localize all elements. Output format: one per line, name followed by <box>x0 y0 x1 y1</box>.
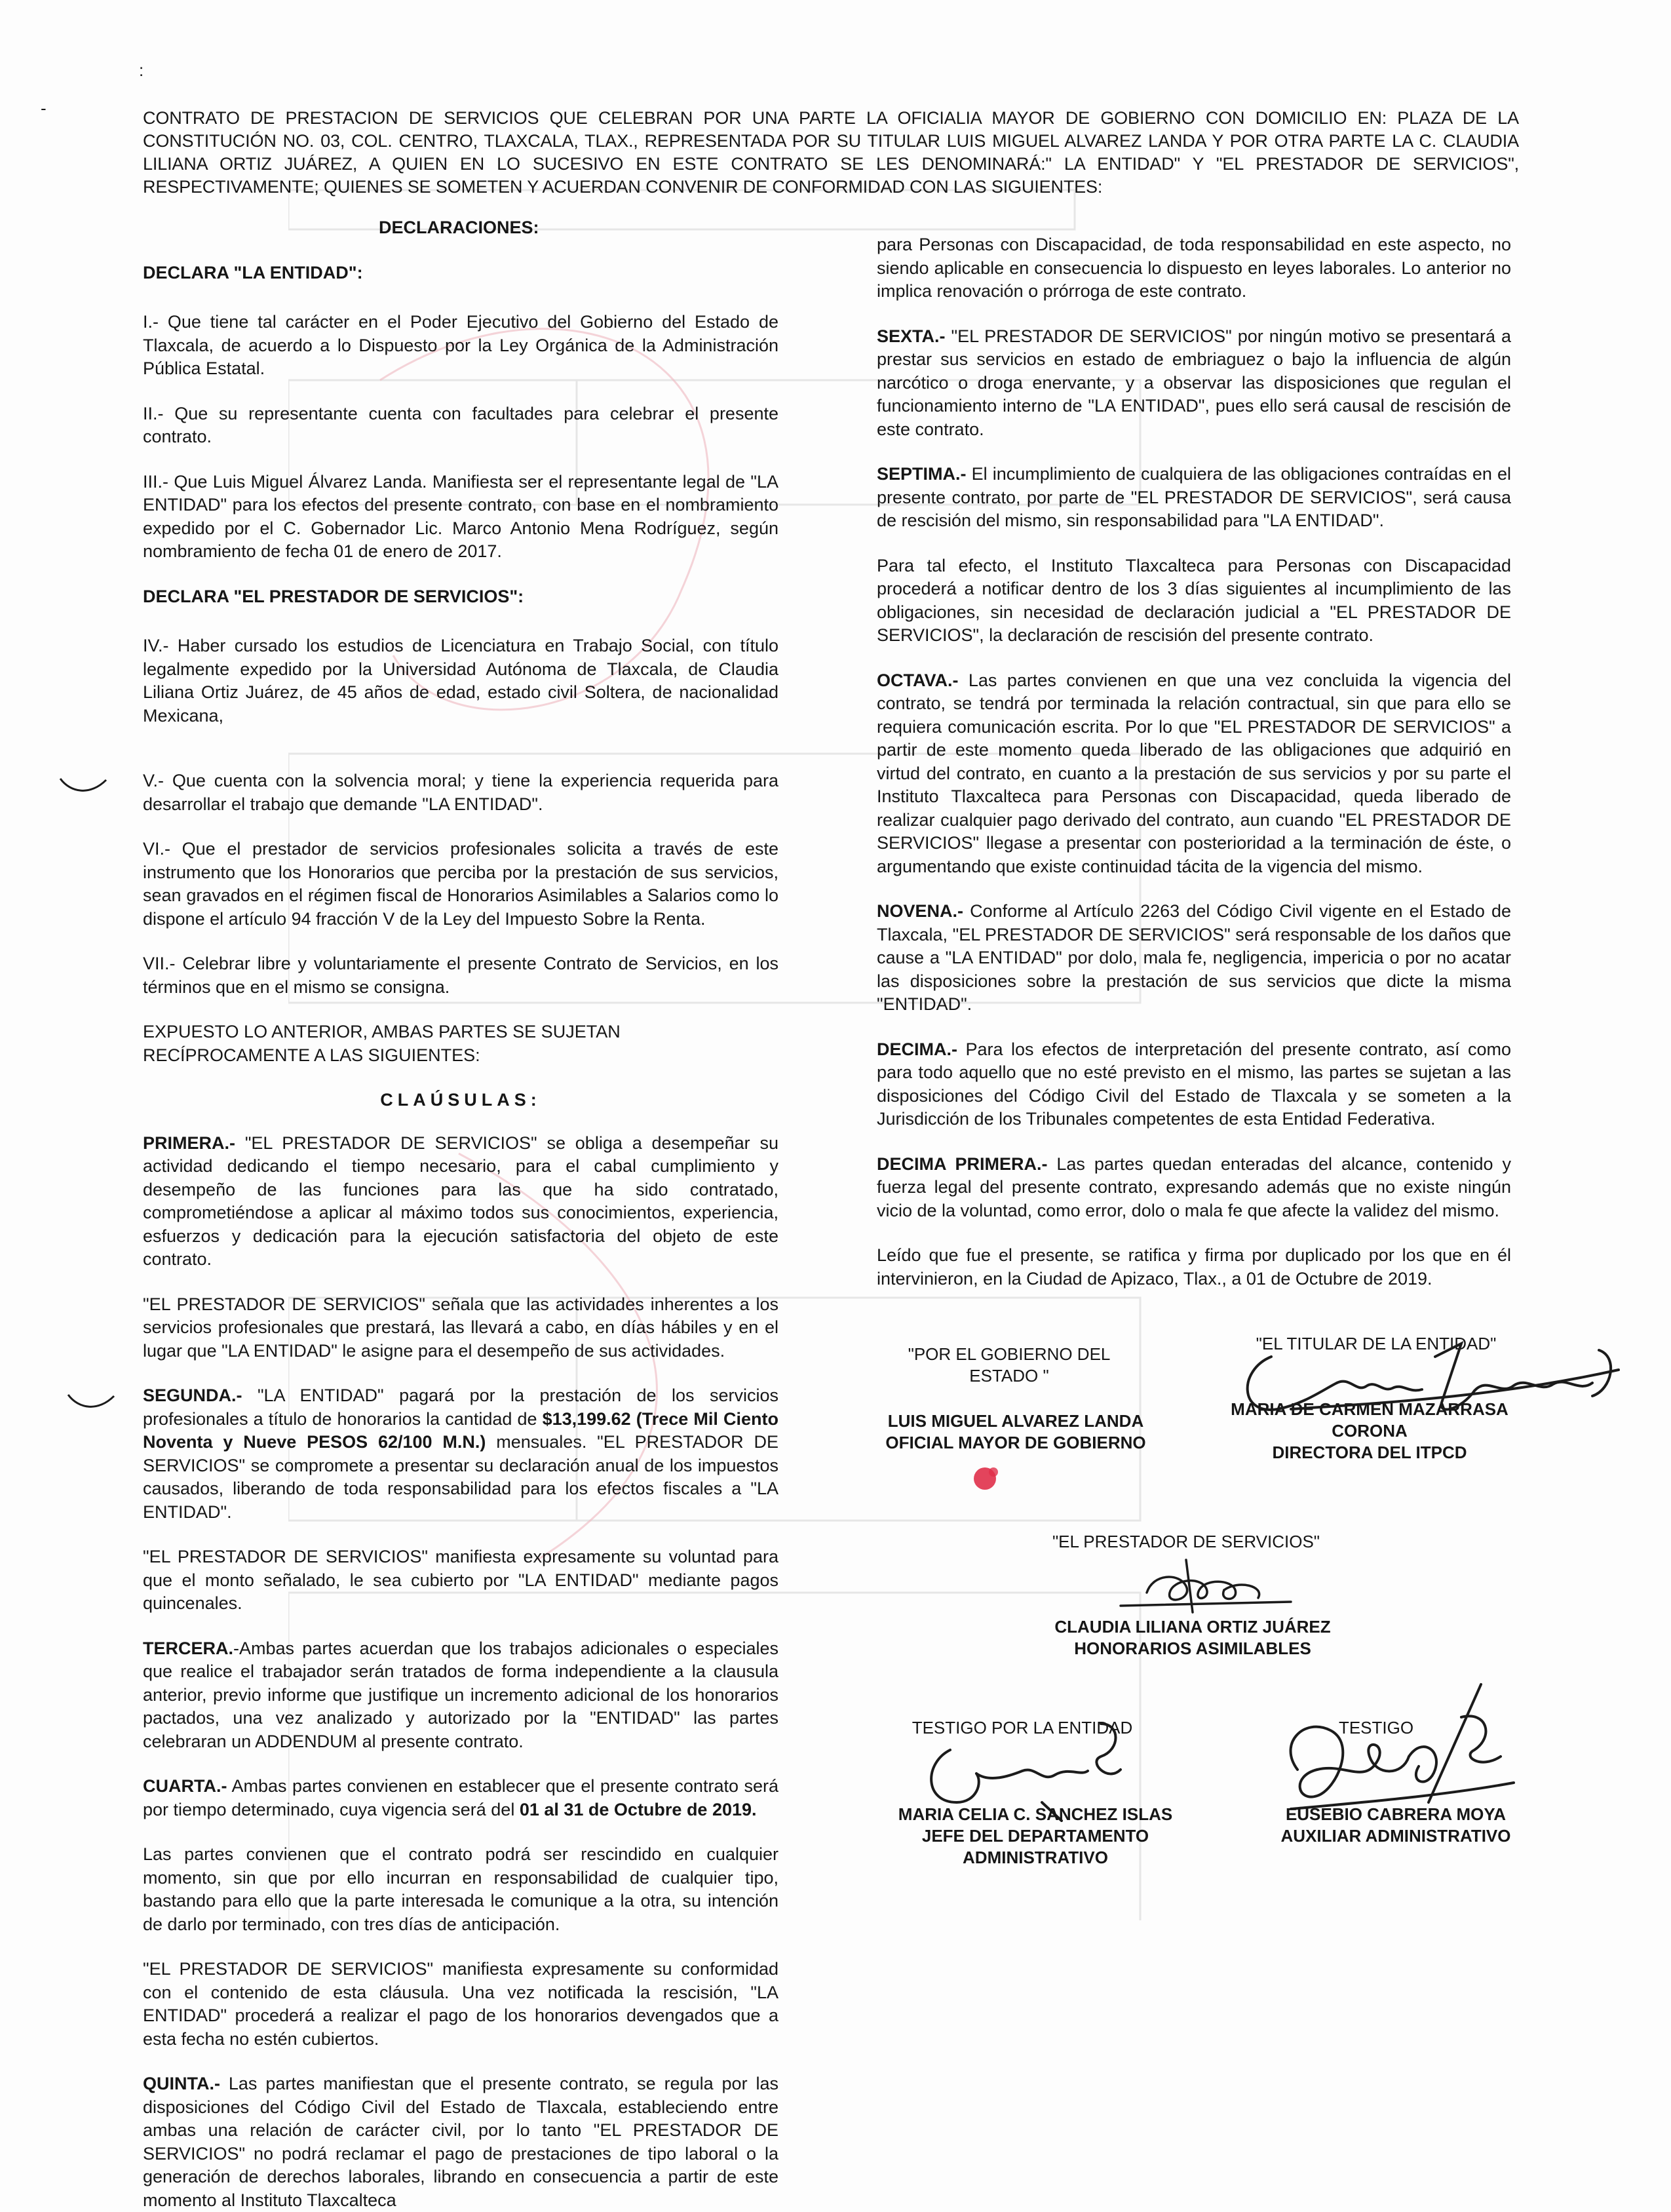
declaration-3: III.- Que Luis Miguel Álvarez Landa. Manifiesta ser el representante legal de "LA ENTIDAD" para los efectos del presente contrato, con base en el nombramiento expedido por el C. Gobernador Lic. Marco Antonio Mena Rodríguez, según nombramiento de fecha 01 de enero de 2017. <box>143 471 778 561</box>
declaration-4: IV.- Haber cursado los estudios de Licenciatura en Trabajo Social, con título legalmente expedido por la Universidad Autónoma de Tlaxcala, de Claudia Liliana Ortiz Juárez, de 45 años de edad, estado civil Soltera, de nacionalidad Mexicana, <box>143 636 778 726</box>
clause-label: DECIMA PRIMERA.- <box>877 1154 1048 1174</box>
signature-heading: "EL PRESTADOR DE SERVICIOS" <box>1052 1532 1320 1551</box>
clause-cuarta-2: Las partes convienen que el contrato podrá ser rescindido en cualquier momento, sin que por ello incurran en responsabilidad de cualquier tipo, bastando para ello que la parte interesada le comunique a la otra, su intención de darlo por terminado, con tres días de anticipación. <box>143 1844 778 1934</box>
clause-label: QUINTA.- <box>143 2074 220 2093</box>
clause-quinta: QUINTA.- Las partes manifiestan que el presente contrato, se regula por las disposiciones del Código Civil del Estado de Tlaxcala, estableciendo entre ambas una relación de carácter civil, por lo tanto "EL PRESTADOR DE SERVICIOS" no podrá reclamar el pago de prestaciones de tipo laboral o la generación de derechos laborales, librando en consecuencia a partir de este momento al Instituto Tlaxcalteca <box>143 2074 778 2210</box>
signature-heading: TESTIGO POR LA ENTIDAD <box>912 1718 1133 1737</box>
clause-primera: PRIMERA.- "EL PRESTADOR DE SERVICIOS" se obliga a desempeñar su actividad dedicando el tiempo necesario, para el cabal cumplimiento y desempeño de las funciones para las que ha sido contratado, comprometiéndose a aplicar al máximo todos sus conocimientos, experiencia, esfuerzos y dedicación para la ejecución satisfactoria del objeto de este contrato. <box>143 1133 778 1269</box>
clause-tercera: TERCERA.-Ambas partes acuerdan que los trabajos adicionales o especiales que realice el trabajador serán tratados de forma independiente a la clausula anterior, previo informe que justifique un incremento adicional de los honorarios pactados, una vez analizado y autorizado por la "ENTIDAD" las partes celebraran un ADDENDUM al presente contrato. <box>143 1638 778 1751</box>
clause-label: SEXTA.- <box>877 326 946 346</box>
red-seal-mark <box>963 1455 1009 1501</box>
left-column <box>143 216 778 2212</box>
declara-prestador-heading: DECLARA "EL PRESTADOR DE SERVICIOS": <box>143 586 524 606</box>
signature-block-titular <box>1232 1333 1520 1355</box>
declaration-6: VI.- Que el prestador de servicios profesionales solicita a través de este instrumento que los Honorarios que perciba por la prestación de sus servicios, sean gravados en el régimen fiscal de Honorarios Asimilables a Salarios como lo dispone el artículo 94 fracción V de la Ley del Impuesto Sobre la Renta. <box>143 839 778 929</box>
signature-block-prestador <box>1035 1531 1337 1553</box>
margin-tick: - <box>41 98 47 118</box>
clause-quinta-continued: para Personas con Discapacidad, de toda responsabilidad en este aspecto, no siendo aplicable en consecuencia lo dispuesto en leyes laborales. Lo anterior no implica renovación o prórroga de este contrato. <box>877 235 1511 301</box>
clause-label: CUARTA.- <box>143 1776 227 1796</box>
clause-septima-2: Para tal efecto, el Instituto Tlaxcalteca para Personas con Discapacidad procederá a notificar dentro de los 3 días siguientes al incumplimiento de las obligaciones, sin necesidad de declaración judicial a "EL PRESTADOR DE SERVICIOS", la declaración de rescisión del presente contrato. <box>877 555 1511 645</box>
signature-block-gobierno-name <box>878 1410 1153 1454</box>
signatory-role: JEFE DEL DEPARTAMENTO <box>921 1826 1149 1846</box>
signatory-name: CLAUDIA LILIANA ORTIZ JUÁREZ <box>1054 1617 1331 1637</box>
clause-label: SEGUNDA.- <box>143 1386 242 1405</box>
signatory-role: HONORARIOS ASIMILABLES <box>1074 1639 1311 1658</box>
expuesto-paragraph: EXPUESTO LO ANTERIOR, AMBAS PARTES SE SUJETAN RECÍPROCAMENTE A LAS SIGUIENTES: <box>143 1022 621 1065</box>
signature-heading: "POR EL GOBIERNO DEL ESTADO " <box>908 1344 1111 1386</box>
right-column <box>877 233 1511 1312</box>
clause-label: PRIMERA.- <box>143 1133 235 1153</box>
declaraciones-heading: DECLARACIONES: <box>379 218 539 237</box>
signature-block-titular-name <box>1219 1399 1520 1464</box>
declaration-5: V.- Que cuenta con la solvencia moral; y tiene la experiencia requerida para desarrollar el trabajo que demande "LA ENTIDAD". <box>143 771 778 814</box>
clause-octava: OCTAVA.- Las partes convienen en que una vez concluida la vigencia del contrato, se tendrá por terminada la relación contractual, sin que para ello se requiera comunicación escrita. Por lo que "EL PRESTADOR DE SERVICIOS" a partir de este momento queda liberado de las obligaciones que adquirió en virtud del contrato, en cuanto a la prestación de sus servicios y por su parte el Instituto Tlaxcalteca para Personas con Discapacidad, queda liberado de realizar cualquier pago derivado del contrato, aun cuando "EL PRESTADOR DE SERVICIOS" llegase a presentar con posterioridad a la terminación de éste, o argumentando que existe continuidad tácita de la vigencia del mismo. <box>877 670 1511 876</box>
contract-intro: CONTRATO DE PRESTACION DE SERVICIOS QUE CELEBRAN POR UNA PARTE LA OFICIALIA MAYOR DE GOBIERNO CON DOMICILIO EN: PLAZA DE LA CONSTITUCIÓN NO. 03, COL. CENTRO, TLAXCALA, TLAX., REPRESENTADA POR SU TITULAR LUIS MIGUEL ALVAREZ LANDA Y POR OTRA PARTE LA C. CLAUDIA LILIANA ORTIZ JUÁREZ, A QUIEN EN LO SUCESIVO EN ESTE CONTRATO SE LES DENOMINARÁ:" LA ENTIDAD" Y "EL PRESTADOR DE SERVICIOS", RESPECTIVAMENTE; QUIENES SE SOMETEN Y ACUERDAN CONVENIR DE CONFORMIDAD CON LAS SIGUIENTES: <box>143 108 1519 197</box>
signature-heading: "EL TITULAR DE LA ENTIDAD" <box>1256 1334 1497 1353</box>
clause-segunda-2: "EL PRESTADOR DE SERVICIOS" manifiesta expresamente su voluntad para que el monto señalado, le sea cubierto por "LA ENTIDAD" mediante pagos quincenales. <box>143 1547 778 1613</box>
clause-label: TERCERA. <box>143 1638 234 1658</box>
clause-cuarta-3: "EL PRESTADOR DE SERVICIOS" manifiesta expresamente su conformidad con el contenido de esta cláusula. Una vez notificada la rescisión, "LA ENTIDAD" procederá a realizar el pago de los honorarios devengados que a esta fecha no estén cubiertos. <box>143 1959 778 2049</box>
declara-entidad-heading: DECLARA "LA ENTIDAD": <box>143 262 363 282</box>
signatory-role: DIRECTORA DEL ITPCD <box>1272 1443 1467 1462</box>
signature-heading: TESTIGO <box>1338 1718 1414 1737</box>
signatory-name-2: CORONA <box>1332 1421 1408 1441</box>
signature-block-testigo <box>1311 1717 1442 1739</box>
declaration-7: VII.- Celebrar libre y voluntariamente el presente Contrato de Servicios, en los términos que en el mismo se consigna. <box>143 954 778 997</box>
signature-block-prestador-name <box>1035 1616 1350 1659</box>
signatory-role: OFICIAL MAYOR DE GOBIERNO <box>885 1433 1146 1452</box>
margin-tick: : <box>139 60 144 80</box>
clause-label: OCTAVA.- <box>877 670 959 690</box>
declaration-1: I.- Que tiene tal carácter en el Poder Ejecutivo del Gobierno del Estado de Tlaxcala, de acuerdo a lo Dispuesto por la Ley Orgánica de la Administración Pública Estatal. <box>143 312 778 378</box>
clause-cuarta: CUARTA.- Ambas partes convienen en establecer que el presente contrato será por tiempo determinado, cuya vigencia será del 01 al 31 de Octubre de 2019. <box>143 1776 778 1819</box>
clause-label: NOVENA.- <box>877 901 964 921</box>
signatory-name: LUIS MIGUEL ALVAREZ LANDA <box>887 1411 1144 1431</box>
clause-segunda: SEGUNDA.- "LA ENTIDAD" pagará por la prestación de los servicios profesionales a título de honorarios la cantidad de $13,199.62 (Trece Mil Ciento Noventa y Nueve PESOS 62/100 M.N.) mensuales. "EL PRESTADOR DE SERVICIOS" se compromete a presentar su declaración anual de los impuestos causados, liberando de toda responsabilidad para los efectos fiscales a "LA ENTIDAD". <box>143 1386 778 1522</box>
validity-dates: 01 al 31 de Octubre de 2019. <box>519 1799 757 1819</box>
signatory-role: AUXILIAR ADMINISTRATIVO <box>1280 1826 1511 1846</box>
clause-primera-2: "EL PRESTADOR DE SERVICIOS" señala que las actividades inherentes a los servicios profesionales que prestará, las llevará a cabo, en días hábiles y en el lugar que "LA ENTIDAD" le asigne para el desempeño de sus actividades. <box>143 1294 778 1361</box>
clause-label: DECIMA.- <box>877 1039 957 1059</box>
margin-check-mark <box>58 773 110 800</box>
declaration-2: II.- Que su representante cuenta con facultades para celebrar el presente contrato. <box>143 403 778 446</box>
signature-block-testigo-entidad-name <box>885 1804 1186 1869</box>
clausulas-heading: CLAÚSULAS: <box>380 1090 541 1110</box>
signatory-name: MARIA DE CARMEN MAZARRASA <box>1231 1399 1508 1419</box>
signature-claudia-ortiz <box>1107 1547 1304 1619</box>
closing-paragraph: Leído que fue el presente, se ratifica y firma por duplicado por los que en él intervinieron, en la Ciudad de Apizaco, Tlax., a 01 de Octubre de 2019. <box>877 1245 1511 1289</box>
fee-amount: $13,199.62 (Trece Mil Ciento Noventa y Nueve PESOS 62/100 M.N.) <box>143 1408 778 1452</box>
signature-block-gobierno <box>878 1344 1140 1387</box>
margin-check-mark <box>66 1389 118 1416</box>
clause-decima: DECIMA.- Para los efectos de interpretación del presente contrato, así como para todo aquello que no esté previsto en el mismo, las partes se sujetan a las disposiciones del Código Civil del Estado de Tlaxcala y se someten a la Jurisdicción de los Tribunales competentes de esta Entidad Federativa. <box>877 1039 1511 1129</box>
clause-sexta: SEXTA.- "EL PRESTADOR DE SERVICIOS" por ningún motivo se presentará a prestar sus servicios en estado de embriaguez o bajo la influencia de algún narcótico o droga enervante, y a observar las disposiciones que regulan el funcionamiento interno de "LA ENTIDAD", pues ello será causal de rescisión de este contrato. <box>877 326 1511 439</box>
clause-novena: NOVENA.- Conforme al Artículo 2263 del Código Civil vigente en el Estado de Tlaxcala, "EL PRESTADOR DE SERVICIOS" será responsable de los daños que cause a "LA ENTIDAD" por dolo, mala fe, negligencia, impericia o por no acatar las disposiciones sobre la prestación de sus servicios que dicte la misma "ENTIDAD". <box>877 901 1511 1014</box>
clause-decima-primera: DECIMA PRIMERA.- Las partes quedan enteradas del alcance, contenido y fuerza legal del presente contrato, expresando además que no existe ningún vicio de la voluntad, como error, dolo o mala fe que afecte la validez del mismo. <box>877 1154 1511 1220</box>
clause-label: SEPTIMA.- <box>877 464 967 484</box>
signatory-role-2: ADMINISTRATIVO <box>963 1848 1108 1867</box>
signatory-name: MARIA CELIA C. SANCHEZ ISLAS <box>898 1804 1173 1824</box>
signature-block-testigo-entidad <box>891 1717 1153 1739</box>
signature-block-testigo-name <box>1258 1804 1533 1847</box>
signatory-name: EUSEBIO CABRERA MOYA <box>1285 1804 1507 1824</box>
clause-septima: SEPTIMA.- El incumplimiento de cualquiera de las obligaciones contraídas en el presente contrato, por parte de "EL PRESTADOR DE SERVICIOS", será causa de rescisión del mismo, sin responsabilidad para "LA ENTIDAD". <box>877 464 1511 530</box>
